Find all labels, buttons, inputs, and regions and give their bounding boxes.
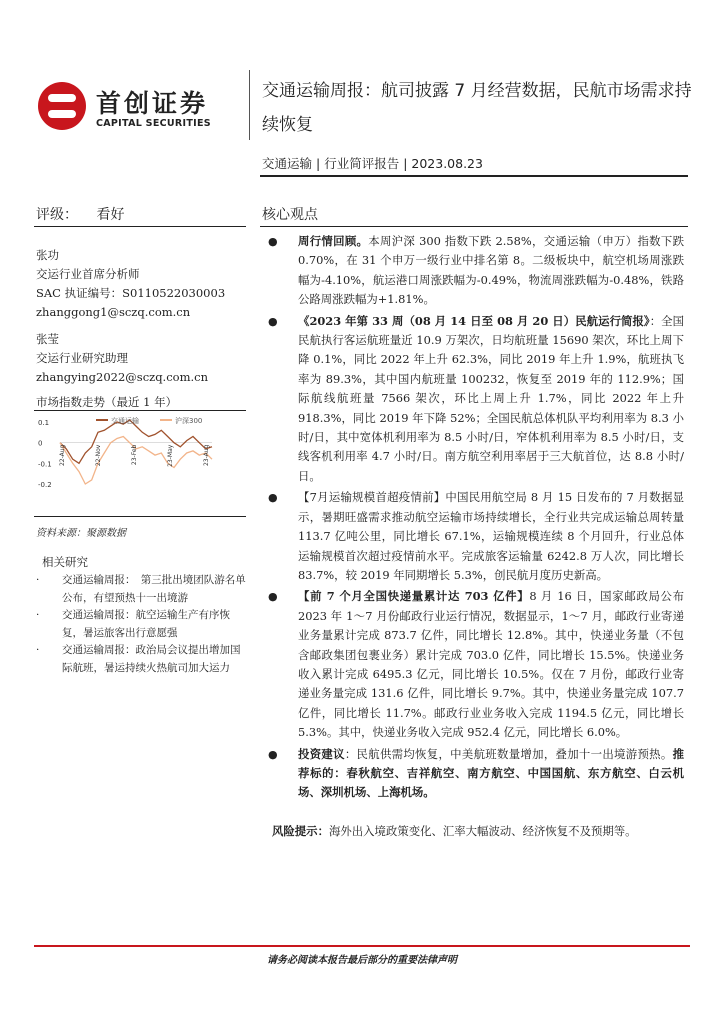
logo-mark-icon bbox=[38, 82, 86, 130]
core-point bbox=[266, 312, 684, 487]
source-rule bbox=[34, 516, 246, 517]
recommended-stocks: 推荐标的：春秋航空、吉祥航空、南方航空、中国国航、东方航空、白云机场、深圳机场、上海机场。 bbox=[298, 746, 684, 800]
x-tick-label: 23-Feb bbox=[131, 444, 138, 466]
subtitle-separator: | bbox=[316, 156, 325, 171]
footer-rule bbox=[34, 945, 690, 947]
report-title: 交通运输周报：航司披露 7 月经营数据，民航市场需求持续恢复 bbox=[262, 81, 692, 135]
analyst-email[interactable]: zhangying2022@sczq.com.cn bbox=[36, 370, 208, 384]
legal-notice: 请务必阅读本报告最后部分的重要法律声明 bbox=[267, 955, 457, 966]
core-point-head: 投资建议 bbox=[298, 746, 345, 761]
rating-value: 看好 bbox=[96, 207, 125, 223]
risk-warning bbox=[272, 822, 686, 841]
core-views-list bbox=[266, 232, 684, 805]
market-chart-rule bbox=[34, 410, 246, 411]
brand-name-en: CAPITAL SECURITIES bbox=[96, 118, 211, 129]
report-date: 2023.08.23 bbox=[411, 156, 483, 171]
x-tick-label: 23-May bbox=[167, 444, 174, 467]
bullet-icon: ● bbox=[268, 747, 278, 761]
analyst-name: 张莹 bbox=[36, 332, 59, 346]
rating-label: 评级： bbox=[36, 207, 78, 223]
core-views-rule bbox=[260, 226, 688, 227]
sector-label: 交通运输 bbox=[262, 156, 313, 171]
bullet-icon: ● bbox=[268, 314, 278, 328]
market-chart-label: 市场指数走势（最近 1 年） bbox=[36, 395, 178, 409]
x-tick-label: 22-Nov bbox=[95, 444, 102, 467]
market-index-chart bbox=[36, 414, 218, 514]
core-point bbox=[266, 745, 684, 803]
core-point bbox=[266, 587, 684, 742]
analyst-license: SAC 执证编号：S0110522030003 bbox=[36, 286, 226, 300]
core-point bbox=[266, 488, 684, 585]
header-divider bbox=[249, 70, 250, 140]
core-point-head: 周行情回顾。 bbox=[298, 234, 369, 248]
related-research-item[interactable]: · 交通运输周报：航空运输生产有序恢复，暑运旅客出行意愿强 bbox=[36, 607, 246, 642]
core-point-head: 【前 7 个月全国快递量累计达 703 亿件】 bbox=[298, 589, 530, 604]
legend-label: 交通运输 bbox=[111, 417, 139, 425]
related-research-item[interactable]: · 交通运输周报： 第三批出境团队游名单公布，有望预热十一出境游 bbox=[36, 572, 246, 607]
chart-source: 资料来源：聚源数据 bbox=[36, 528, 126, 539]
y-tick-label: -0.2 bbox=[38, 481, 52, 489]
core-point-body: ：全国民航执行客运航班量近 10.9 万架次，日均航班量 15690 架次，环比上周下降 0.1%，同比 2022 年上升 62.3%，同比 2019 年上升 1.9%，航班执飞率为 89.3%，其中国内航班量 100232，恢复至 2019 年的 112.9%；国际航线航班量 7566 架次，环比上周上升 1.7%，同比 2022 年上升 918.3%，同比 2019 年下降 52%；全国民航总体机队平均利用率为 8.3 小时/日，其中宽体机利用率为 8.5 小时/日，窄体机利用率为 8.5 小时/日，支线客机利用率 4.7 小时/日。南方航空利用率居于三大航首位，达 8.8 小时/日。 bbox=[298, 313, 684, 483]
analyst-name: 张功 bbox=[36, 248, 59, 262]
bullet-icon: ● bbox=[268, 235, 278, 248]
risk-text: 海外出入境政策变化、汇率大幅波动、经济恢复不及预期等。 bbox=[328, 824, 637, 838]
rating bbox=[36, 204, 124, 224]
y-tick-label: 0.1 bbox=[38, 419, 50, 427]
report-type: 行业简评报告 bbox=[324, 156, 400, 171]
x-tick-label: 22-Aug bbox=[59, 444, 66, 467]
brand-logo bbox=[38, 82, 238, 136]
related-research-item[interactable]: · 交通运输周报：政治局会议提出增加国际航班，暑运持续火热航司加大运力 bbox=[36, 642, 246, 677]
core-point bbox=[266, 232, 684, 310]
core-point-head: 《2023 年第 33 周（08 月 14 日至 08 月 20 日）民航运行简报》 bbox=[298, 313, 650, 328]
core-point-body: 【7月运输规模首超疫情前】中国民用航空局 8 月 15 日发布的 7 月数据显示，暑期旺盛需求推动航空运输市场持续增长，全行业共完成运输总周转量 113.7 亿吨公里，同比增长 67.1%，运输规模连续 8 个月回升，行业总体运输规模首次超过疫情前水平。完成旅客运输量 6242.8 万人次，同比增长 83.7%，较 2019 年同期增长 5.3%，创民航月度历史新高。 bbox=[298, 490, 684, 582]
bullet-icon: ● bbox=[268, 491, 278, 505]
analyst-title: 交运行业研究助理 bbox=[36, 351, 128, 365]
bullet-icon: ● bbox=[268, 590, 278, 604]
core-point-body: 本周沪深 300 指数下跌 2.58%，交通运输（申万）指数下跌 0.70%，在 31 个申万一级行业中排名第 8。二级板块中，航空机场周涨跌幅为-4.10%，航运港口周涨跌幅为-0.49%，物流周涨跌幅为-0.48%，铁路公路周涨跌幅为+1.81%。 bbox=[298, 234, 684, 307]
core-point-body: 8 月 16 日，国家邮政局公布 2023 年 1～7 月份邮政行业运行情况，数据显示，1～7 月，邮政行业寄递业务量累计完成 873.7 亿件，同比增长 12.8%。其中，快递业务量（不包含邮政集团包裹业务）累计完成 703.0 亿件，同比增长 15.5%。快递业务收入累计完成 6495.3 亿元，同比增长 10.5%。仅在 7 月份，邮政行业寄递业务量完成 131.6 亿件，同比增长 9.7%。其中，快递业务量完成 107.7 亿件，同比增长 11.7%。邮政行业业务收入完成 1194.5 亿元，同比增长 5.3%。其中，快递业务收入完成 952.4 亿元，同比增长 6.0%。 bbox=[298, 589, 684, 740]
analyst-block bbox=[36, 330, 208, 387]
related-research-title: 相关研究 bbox=[42, 555, 88, 569]
report-subtitle bbox=[262, 154, 483, 172]
related-research-list bbox=[36, 572, 246, 677]
analyst-block bbox=[36, 246, 225, 322]
y-tick-label: -0.1 bbox=[38, 460, 52, 469]
subtitle-separator: | bbox=[403, 156, 408, 171]
left-rule bbox=[34, 226, 246, 227]
risk-label: 风险提示： bbox=[272, 824, 329, 838]
header-rule bbox=[260, 175, 688, 177]
brand-name-cn: 首创证券 bbox=[96, 89, 209, 118]
y-tick-label: 0 bbox=[38, 439, 43, 448]
core-views-title: 核心观点 bbox=[262, 207, 318, 223]
legend-label: 沪深300 bbox=[175, 417, 203, 425]
analyst-email[interactable]: zhanggong1@sczq.com.cn bbox=[36, 305, 191, 319]
analyst-title: 交运行业首席分析师 bbox=[36, 267, 140, 281]
x-tick-label: 23-Aug bbox=[203, 444, 210, 467]
core-point-body: ：民航供需均恢复，中美航班数量增加，叠加十一出境游预热。 bbox=[344, 746, 673, 761]
